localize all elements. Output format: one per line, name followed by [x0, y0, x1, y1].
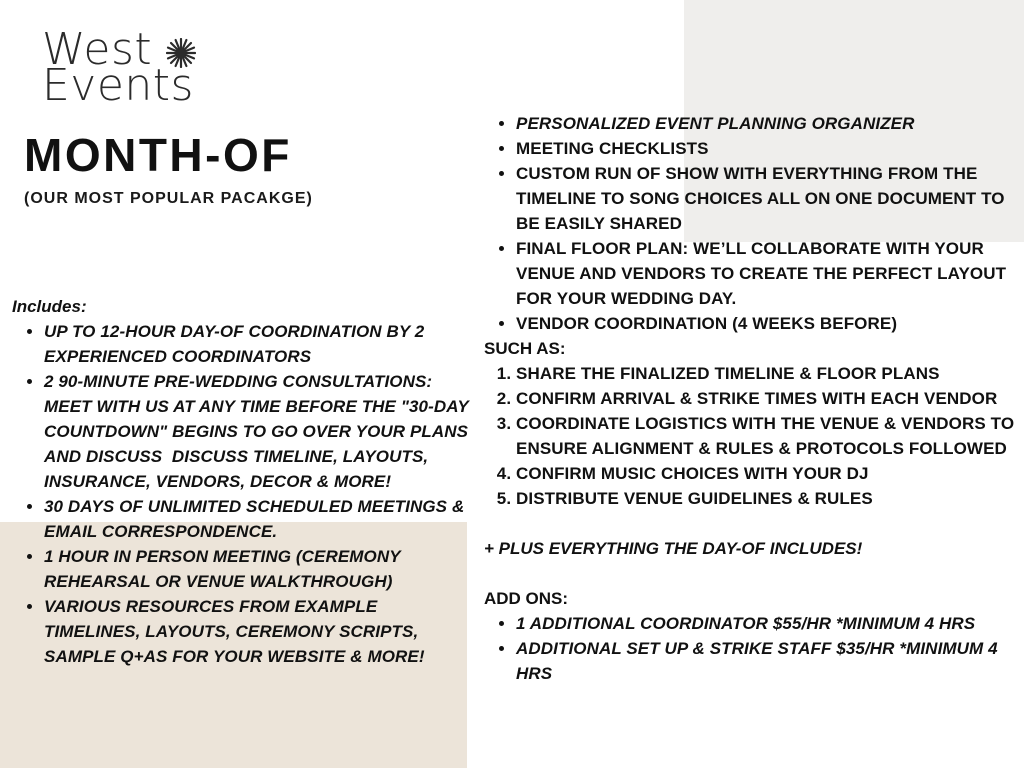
right-column [484, 111, 1024, 686]
logo [42, 24, 212, 112]
includes-heading: Includes: [12, 297, 87, 316]
list-item: • 30 DAYS OF UNLIMITED SCHEDULED MEETINGS & EMAIL CORRESPONDENCE. [44, 494, 472, 544]
page-title: MONTH-OF [24, 129, 292, 181]
list-item: • VARIOUS RESOURCES FROM EXAMPLE TIMELINES, LAYOUTS, CEREMONY SCRIPTS, SAMPLE Q+AS FOR YOUR WEBSITE & MORE! [44, 594, 472, 669]
list-item: • 1 ADDITIONAL COORDINATOR $55/HR *MINIMUM 4 HRS [516, 611, 1024, 636]
logo-line-1: West [42, 24, 153, 75]
list-item: • ADDITIONAL SET UP & STRIKE STAFF $35/HR *MINIMUM 4 HRS [516, 636, 1024, 686]
list-item: 2. CONFIRM ARRIVAL & STRIKE TIMES WITH EACH VENDOR [516, 386, 1024, 411]
list-item: • FINAL FLOOR PLAN: WE’LL COLLABORATE WITH YOUR VENUE AND VENDORS TO CREATE THE PERFECT LAYOUT FOR YOUR WEDDING DAY. [516, 236, 1024, 311]
left-column [12, 294, 472, 669]
list-item: • 1 HOUR IN PERSON MEETING (CEREMONY REHEARSAL OR VENUE WALKTHROUGH) [44, 544, 472, 594]
list-item: 1. SHARE THE FINALIZED TIMELINE & FLOOR PLANS [516, 361, 1024, 386]
includes-list [12, 319, 472, 669]
plus-note: + PLUS EVERYTHING THE DAY-OF INCLUDES! [484, 539, 863, 558]
spacer [484, 511, 1024, 536]
list-item: • CUSTOM RUN OF SHOW WITH EVERYTHING FROM THE TIMELINE TO SONG CHOICES ALL ON ONE DOCUMENT TO BE EASILY SHARED [516, 161, 1024, 236]
list-item: • VENDOR COORDINATION (4 WEEKS BEFORE) [516, 311, 1024, 336]
such-as-label: SUCH AS: [484, 339, 566, 358]
list-item: • 2 90-MINUTE PRE-WEDDING CONSULTATIONS: MEET WITH US AT ANY TIME BEFORE THE "30-DAY COUNTDOWN" BEGINS TO GO OVER YOUR PLANS AND DISCUSS DISCUSS TIMELINE, LAYOUTS, INSURANCE, VENDORS, DECOR & MORE! [44, 369, 472, 494]
add-ons-heading: ADD ONS: [484, 589, 569, 608]
logo-line-2: Events [42, 60, 194, 111]
subtitle: (OUR MOST POPULAR PACAKGE) [24, 190, 313, 207]
list-item: 5. DISTRIBUTE VENUE GUIDELINES & RULES [516, 486, 1024, 511]
features-list [484, 111, 1024, 336]
list-item: 3. COORDINATE LOGISTICS WITH THE VENUE & VENDORS TO ENSURE ALIGNMENT & RULES & PROTOCOLS FOLLOWED [516, 411, 1024, 461]
sunburst-icon [166, 38, 196, 68]
list-item: • PERSONALIZED EVENT PLANNING ORGANIZER [516, 111, 1024, 136]
vendor-steps-list [484, 361, 1024, 511]
add-ons-list [484, 611, 1024, 686]
list-item: • UP TO 12-HOUR DAY-OF COORDINATION BY 2 EXPERIENCED COORDINATORS [44, 319, 472, 369]
spacer [484, 561, 1024, 586]
list-item: • MEETING CHECKLISTS [516, 136, 1024, 161]
list-item: 4. CONFIRM MUSIC CHOICES WITH YOUR DJ [516, 461, 1024, 486]
